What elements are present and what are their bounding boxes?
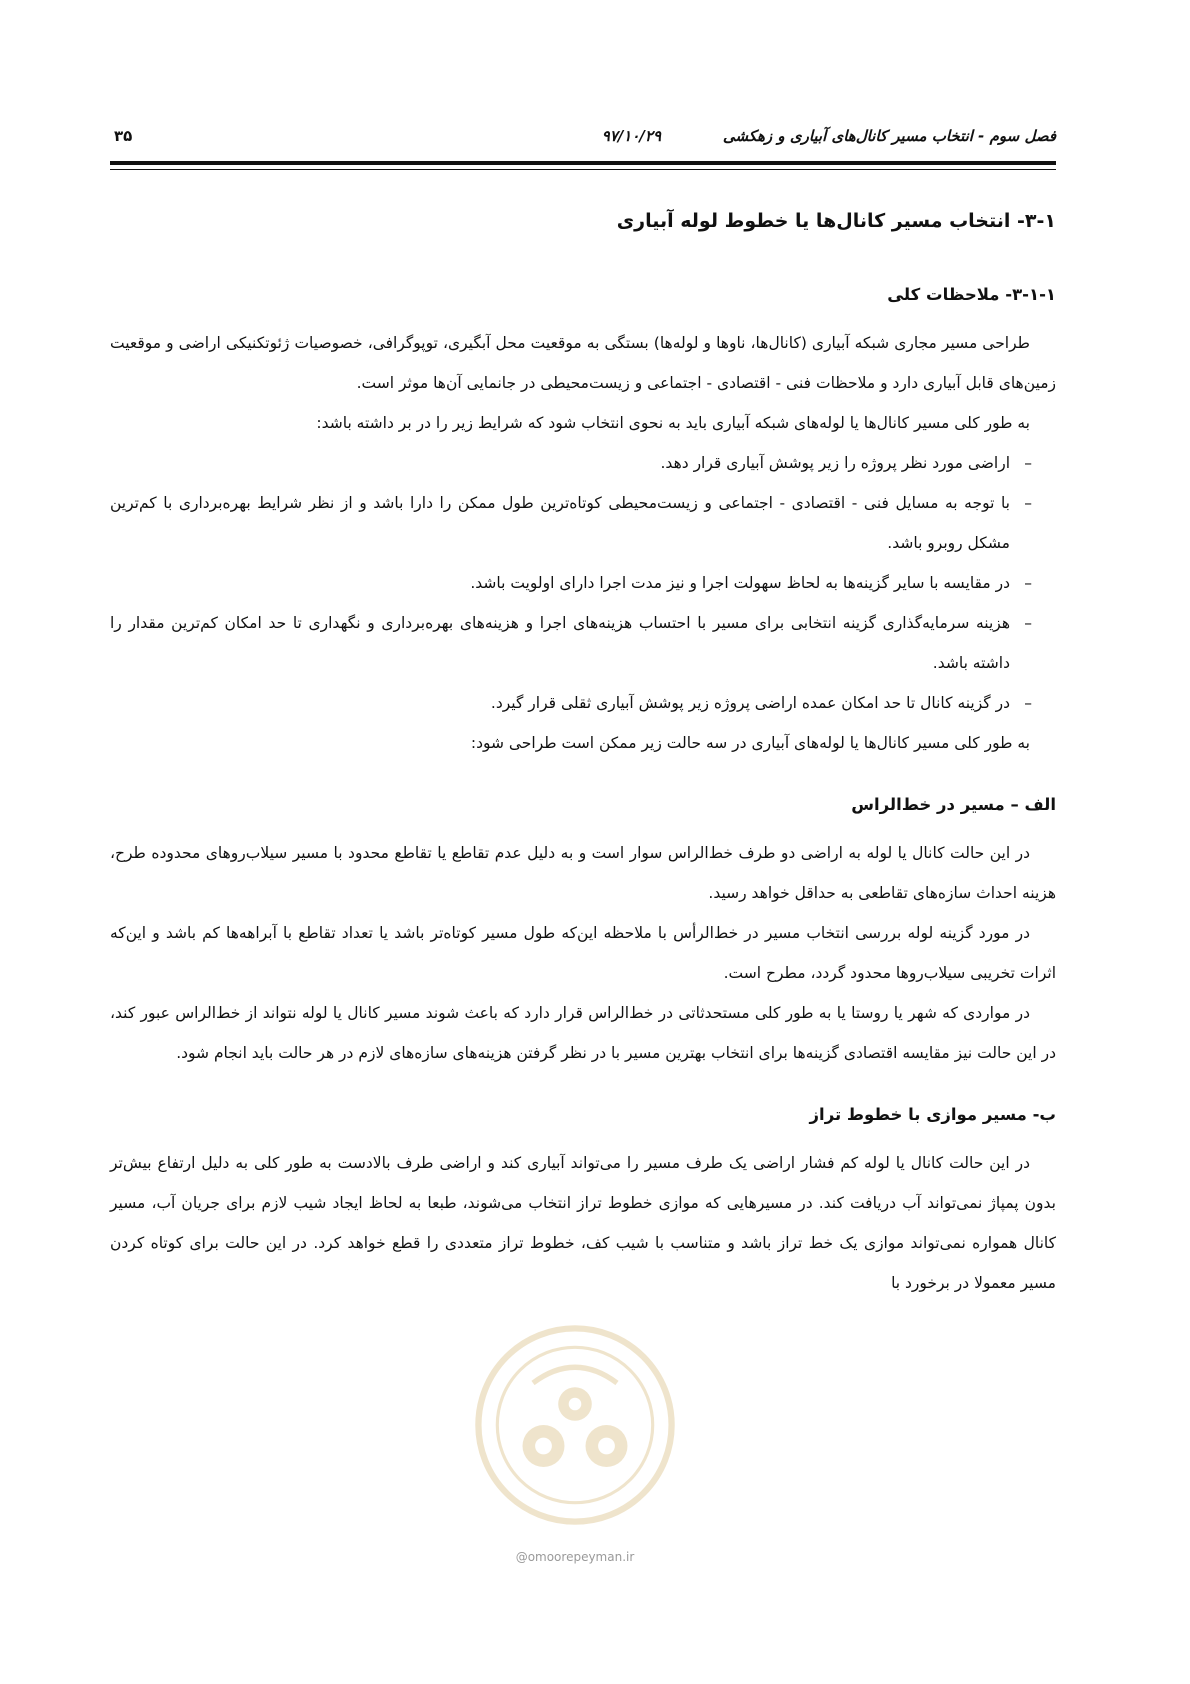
three-states-paragraph: به طور کلی مسیر کانال‌ها یا لوله‌های آبیاری در سه حالت زیر ممکن است طراحی شود:	[470, 734, 1030, 752]
list-item: – اراضی مورد نظر پروژه را زیر پوشش آبیاری قرار دهد.	[110, 443, 1056, 483]
bullet-dash: –	[1024, 694, 1032, 712]
bullet-dash: –	[1024, 574, 1032, 592]
subsection-heading: ۳-۱-۱- ملاحظات کلی	[887, 285, 1056, 304]
header-date: ۹۷/۱۰/۲۹	[601, 127, 661, 145]
document-page	[110, 0, 1056, 1684]
main-content	[110, 205, 1056, 1303]
header-rule-thick	[110, 161, 1056, 165]
contour-paragraph-1: در این حالت کانال یا لوله کم فشار اراضی یک طرف مسیر را می‌تواند آبیاری کند و اراضی طرف بالادست به طور کلی به دلیل ارتفاع بیش‌تر بدون پمپاژ نمی‌تواند آب دریافت کند. در مسیرهایی که موازی خطوط تراز انتخاب می‌شوند، طبعا به لحاظ ایجاد شیب لازم برای جریان آب، مسیر کانال همواره نمی‌تواند موازی یک خط تراز باشد و متناسب با شیب کف، خطوط تراز متعددی را قطع خواهد کرد. در این حالت برای کوتاه کردن مسیر معمولا در برخورد با	[110, 1154, 1056, 1292]
contour-route-heading: ب- مسیر موازی با خطوط تراز	[809, 1105, 1056, 1124]
conditions-list	[110, 443, 1056, 723]
conditions-intro: به طور کلی مسیر کانال‌ها یا لوله‌های شبکه آبیاری باید به نحوی انتخاب شود که شرایط زیر را در بر داشته باشد:	[316, 414, 1030, 432]
watermark-url: @omoorepeyman.ir	[515, 1550, 635, 1564]
list-item: – با توجه به مسایل فنی - اقتصادی - اجتماعی و زیست‌محیطی کوتاه‌ترین طول ممکن را دارا باشد و از نظر شرایط بهره‌برداری با کم‌ترین مشکل روبرو باشد.	[110, 483, 1056, 563]
intro-paragraph: طراحی مسیر مجاری شبکه آبیاری (کانال‌ها، ناوها و لوله‌ها) بستگی به موقعیت محل آبگیری، توپوگرافی، خصوصیات ژئوتکنیکی اراضی و موقعیت زمین‌های قابل آبیاری دارد و ملاحظات فنی - اقتصادی - اجتماعی و زیست‌محیطی در جانمایی آن‌ها موثر است.	[110, 334, 1056, 392]
header-rule-thin	[110, 169, 1056, 170]
bullet-dash: –	[1024, 614, 1032, 632]
bullet-dash: –	[1024, 494, 1032, 512]
list-item: – هزینه سرمایه‌گذاری گزینه انتخابی برای مسیر با احتساب هزینه‌های اجرا و هزینه‌های بهره‌برداری و نگهداری تا حد امکان کم‌ترین مقدار را داشته باشد.	[110, 603, 1056, 683]
list-item: – در مقایسه با سایر گزینه‌ها به لحاظ سهولت اجرا و نیز مدت اجرا دارای اولویت باشد.	[110, 563, 1056, 603]
bullet-dash: –	[1024, 454, 1032, 472]
chapter-title: فصل سوم - انتخاب مسیر کانال‌های آبیاری و زهکشی	[722, 127, 1056, 145]
list-item: – در گزینه کانال تا حد امکان عمده اراضی پروژه زیر پوشش آبیاری ثقلی قرار گیرد.	[110, 683, 1056, 723]
ridge-route-heading: الف – مسیر در خط‌الراس	[851, 795, 1056, 814]
running-header	[110, 127, 1056, 157]
section-heading: ۳-۱- انتخاب مسیر کانال‌ها یا خطوط لوله آبیاری	[616, 210, 1056, 232]
ridge-paragraph-3: در مواردی که شهر یا روستا یا به طور کلی مستحدثاتی در خط‌الراس قرار دارد که باعث شوند مسیر کانال یا لوله نتواند از خط‌الراس عبور کند، در این حالت نیز مقایسه اقتصادی گزینه‌ها برای انتخاب بهترین مسیر با در نظر گرفتن هزینه‌های سازه‌های لازم در هر حالت باید انجام شود.	[110, 1004, 1056, 1062]
page-number: ۳۵	[114, 127, 133, 145]
ridge-paragraph-2: در مورد گزینه لوله بررسی انتخاب مسیر در خط‌الرأس با ملاحظه این‌که طول مسیر کوتاه‌تر باشد یا تعداد تقاطع با آبراهه‌ها کم باشد و این‌که اثرات تخریبی سیلاب‌روها محدود گردد، مطرح است.	[110, 924, 1056, 982]
ridge-paragraph-1: در این حالت کانال یا لوله به اراضی دو طرف خط‌الراس سوار است و به دلیل عدم تقاطع یا تقاطع محدود با مسیر سیلاب‌روهای محدوده طرح، هزینه احداث سازه‌های تقاطعی به حداقل خواهد رسید.	[110, 844, 1056, 902]
